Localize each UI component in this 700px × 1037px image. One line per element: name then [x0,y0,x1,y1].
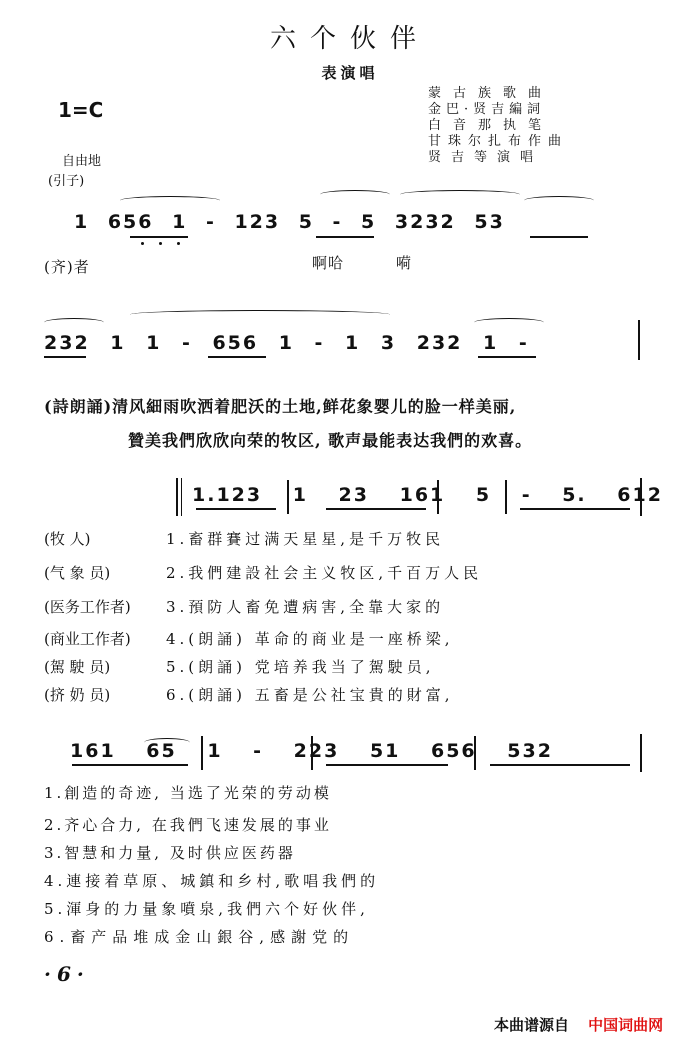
beam-line [208,356,266,358]
credit-line-5: 贤吉等演唱 [428,150,544,165]
octave-dot [141,242,144,245]
beam-line [490,764,630,766]
role-label: (挤 奶 员) [44,686,111,704]
recitation-line-2: 贊美我們欣欣向荣的牧区, 歌声最能表达我們的欢喜。 [128,431,533,450]
slur-mark [320,190,390,199]
page-subtitle: 表演唱 [321,64,379,82]
credit-line-1: 蒙古族歌曲 [428,86,554,101]
source-label: 本曲谱源自 [494,1016,570,1034]
bar-line [638,320,640,360]
role-label: (气 象 员) [44,564,111,582]
lyric-text: 啊哈 [312,254,345,272]
repeat-bar [176,478,178,516]
beam-line [72,764,188,766]
role-label: (商业工作者) [44,630,131,648]
beam-line [530,236,588,238]
beam-line [520,508,630,510]
tie-mark [400,190,520,199]
tie-mark [130,310,390,319]
source-site-link[interactable]: 中国词曲网 [588,1016,664,1034]
verse-line: 1.畜群賽过满天星星,是千万牧民 [166,530,445,548]
beam-line [44,356,86,358]
credit-line-2: 金巴·贤吉編詞 [428,102,546,117]
credit-line-4: 甘珠尔扎布作曲 [428,134,569,149]
verse-line: 5.渾身的力量象噴泉,我們六个好伙伴, [44,900,369,918]
role-label: (駕 駛 员) [44,658,111,676]
slur-mark [44,318,104,327]
role-label: (牧 人) [44,530,91,548]
tempo-marking: 自由地 [62,154,102,169]
verse-line: 3.智慧和力量, 及时供应医药器 [44,844,296,862]
bar-line [640,734,642,772]
lyric-text: (齐)者 [44,258,90,276]
verse-line: 4.(朗誦) 革命的商业是一座桥梁, [166,630,454,648]
staff-notes: 161 65 1 - 223 51 656 532 [70,740,553,762]
verse-line: 4.連接着草原、城鎮和乡村,歌唱我們的 [44,872,380,890]
source-footer [494,1014,663,1035]
slur-mark [474,318,544,327]
staff-notes: 1.123 1 23 161 5 - 5. 612 [192,484,663,506]
staff-notes: 232 1 1 - 656 1 - 1 3 232 1 - [44,332,529,354]
octave-dot [177,242,180,245]
verse-line: 6.畜产品堆成金山銀谷,感謝党的 [44,928,355,946]
beam-line [130,236,188,238]
credit-line-3: 白音那执笔 [428,118,554,133]
page-title: 六个伙伴 [269,24,430,54]
octave-dot [159,242,162,245]
verse-line: 3.預防人畜免遭病害,全靠大家的 [166,598,445,616]
verse-line: 2.齐心合力, 在我們飞速发展的事业 [44,816,332,834]
repeat-bar [181,478,182,516]
staff-notes: 1 656 1 - 123 5 - 5 3232 53 [74,211,505,233]
page-number: ·6· [44,962,90,986]
key-signature: 1=C [58,98,104,122]
role-label: (医务工作者) [44,598,131,616]
recitation-line-1: (詩朗誦)清风細雨吹洒着肥沃的土地,鲜花象婴儿的脸一样美丽, [44,397,517,416]
verse-line: 6.(朗誦) 五畜是公社宝貴的財富, [166,686,454,704]
beam-line [196,508,276,510]
verse-line: 2.我們建設社会主义牧区,千百万人民 [166,564,483,582]
beam-line [326,508,426,510]
beam-line [316,236,374,238]
slur-mark [524,196,594,205]
verse-line: 1.創造的奇迹, 当选了光荣的劳动模 [44,784,332,802]
slur-mark [120,196,220,205]
lyric-text: 嗬 [396,254,413,272]
beam-line [326,764,448,766]
section-label: (引子) [48,174,85,189]
verse-line: 5.(朗誦) 党培养我当了駕駛员, [166,658,435,676]
beam-line [478,356,536,358]
